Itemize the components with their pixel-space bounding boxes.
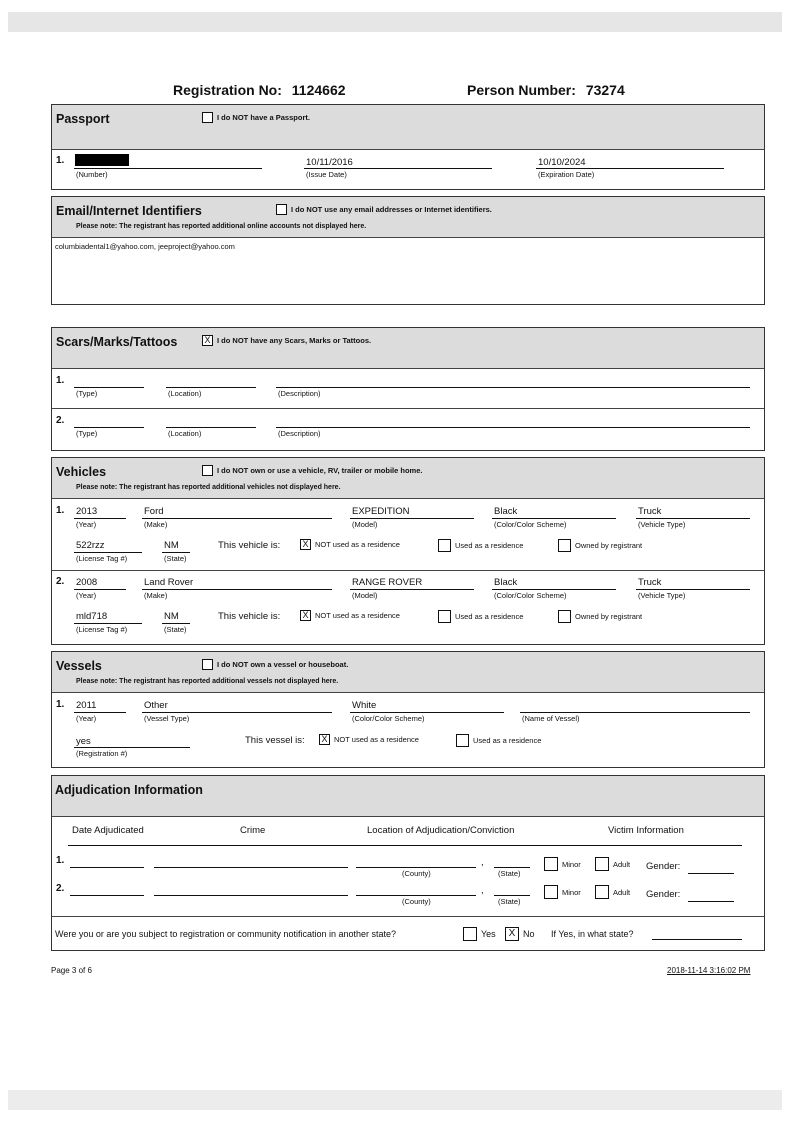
- smt-row1-type-cap: (Type): [76, 389, 98, 398]
- vehicle1-owned-checkbox[interactable]: [558, 539, 571, 552]
- adj-col-date: Date Adjudicated: [72, 825, 144, 836]
- vessels-header: [52, 652, 764, 693]
- vehicle2-type-line: [636, 589, 750, 590]
- vehicle1-make-cap: (Make): [144, 520, 168, 529]
- adj-row2-adult-label: Adult: [613, 887, 631, 897]
- vehicle2-model: RANGE ROVER: [352, 577, 423, 588]
- vehicles-section: [51, 457, 765, 645]
- email-note: Please note: The registrant has reported additional online accounts not displayed here.: [76, 223, 367, 230]
- smt-row1-type-line: [74, 387, 144, 388]
- exp-date-line: [536, 168, 724, 169]
- other-state-question: Were you or are you subject to registration or community notification in another state?: [55, 929, 397, 939]
- vessel1-this-is: This vessel is:: [245, 735, 305, 746]
- vessels-note: Please note: The registrant has reported additional vessels not displayed here.: [76, 678, 339, 685]
- vehicle1-state-line: [162, 552, 190, 553]
- vehicle2-num: 2.: [56, 576, 65, 587]
- vehicle1-model: EXPEDITION: [352, 506, 410, 517]
- adj-row2-county-cap: (County): [402, 897, 431, 906]
- adj-row1-date-line: [70, 867, 144, 868]
- vessels-none-checkbox[interactable]: [202, 659, 213, 670]
- vessel1-name-line: [520, 712, 750, 713]
- vehicle2-color-cap: (Color/Color Scheme): [494, 591, 567, 600]
- vessel1-reg: yes: [76, 736, 91, 747]
- vehicle2-owned-label: Owned by registrant: [575, 612, 643, 621]
- vehicle1-not-res-checkbox[interactable]: X: [300, 539, 311, 550]
- adj-row1-county-line: [356, 867, 476, 868]
- vehicle1-tag-line: [74, 552, 142, 553]
- smt-none-label: I do NOT have any Scars, Marks or Tattoos.: [217, 336, 372, 345]
- passport-exp-cap: (Expiration Date): [538, 170, 595, 179]
- vessel1-used-res-checkbox[interactable]: [456, 734, 469, 747]
- passport-title: Passport: [56, 112, 110, 126]
- adj-row1-gender-label: Gender:: [646, 861, 681, 872]
- registration-number: 1124662: [291, 82, 346, 98]
- vessel1-not-res-label: NOT used as a residence: [334, 735, 419, 744]
- adj-row2-minor-checkbox[interactable]: [544, 885, 558, 899]
- vessels-none-option: [202, 659, 348, 670]
- vehicles-note: Please note: The registrant has reported additional vehicles not displayed here.: [76, 484, 341, 491]
- vehicle1-model-line: [350, 518, 474, 519]
- adj-row2-minor-option: [544, 885, 581, 899]
- vehicle1-year-line: [74, 518, 126, 519]
- vessel1-color-cap: (Color/Color Scheme): [352, 714, 425, 723]
- passport-exp-date: 10/10/2024: [538, 157, 586, 168]
- vehicles-none-option: [202, 465, 422, 476]
- vehicle1-type-cap: (Vehicle Type): [638, 520, 686, 529]
- adj-row1-county-cap: (County): [402, 869, 431, 878]
- email-none-label: I do NOT use any email addresses or Internet identifiers.: [291, 205, 492, 214]
- smt-title: Scars/Marks/Tattoos: [56, 335, 178, 349]
- vehicle-row-separator: [52, 570, 764, 571]
- vessel1-num: 1.: [56, 699, 65, 710]
- vessel1-color: White: [352, 700, 377, 711]
- smt-row1-desc-cap: (Description): [278, 389, 321, 398]
- vehicle2-color: Black: [494, 577, 518, 588]
- smt-row-separator: [52, 408, 764, 409]
- vessel1-type-line: [142, 712, 332, 713]
- vehicle1-used-res-checkbox[interactable]: [438, 539, 451, 552]
- email-value: columbiadental1@yahoo.com, jeeproject@yahoo.com: [55, 242, 235, 251]
- adj-row2-county-line: [356, 895, 476, 896]
- redaction-block: [75, 154, 129, 166]
- smt-header: [52, 328, 764, 369]
- issue-date-line: [304, 168, 492, 169]
- adj-row1-num: 1.: [56, 855, 65, 866]
- other-state-yes-label: Yes: [481, 929, 496, 939]
- smt-row2-type-cap: (Type): [76, 429, 98, 438]
- smt-row2-desc-cap: (Description): [278, 429, 321, 438]
- vehicle2-model-line: [350, 589, 474, 590]
- smt-row2-loc-cap: (Location): [168, 429, 202, 438]
- passport-number-line: [74, 168, 262, 169]
- adj-row1-minor-label: Minor: [562, 859, 581, 869]
- vehicle1-year: 2013: [76, 506, 98, 517]
- vehicle2-state-cap: (State): [164, 625, 187, 634]
- adj-row2-adult-checkbox[interactable]: [595, 885, 609, 899]
- vessels-title: Vessels: [56, 659, 102, 673]
- other-state-no-option: [505, 927, 535, 941]
- adj-row1-minor-checkbox[interactable]: [544, 857, 558, 871]
- adjudication-title: Adjudication Information: [55, 783, 203, 797]
- registration-label: Registration No:: [173, 82, 282, 98]
- vehicle2-year-line: [74, 589, 126, 590]
- passport-header: [52, 105, 764, 150]
- vehicles-header: [52, 458, 764, 499]
- vessel1-reg-cap: (Registration #): [76, 749, 128, 758]
- vessel1-year: 2011: [76, 700, 97, 711]
- vehicle1-owned-option: [558, 539, 642, 552]
- vehicle1-used-res-label: Used as a residence: [455, 541, 524, 550]
- vehicle2-year: 2008: [76, 577, 98, 588]
- vehicle2-model-cap: (Model): [352, 591, 378, 600]
- vehicle1-make: Ford: [144, 506, 164, 517]
- vehicles-none-label: I do NOT own or use a vehicle, RV, trailer or mobile home.: [217, 466, 423, 475]
- vehicle2-make: Land Rover: [144, 577, 194, 588]
- adj-col-victim: Victim Information: [608, 825, 684, 836]
- smt-row2-loc-line: [166, 427, 256, 428]
- adj-row1-crime-line: [154, 867, 348, 868]
- passport-issue-cap: (Issue Date): [306, 170, 347, 179]
- vessel1-used-res-label: Used as a residence: [473, 736, 542, 745]
- smt-row2-num: 2.: [56, 415, 65, 426]
- other-state-no-checkbox[interactable]: X: [505, 927, 519, 941]
- vehicle1-color-line: [492, 518, 616, 519]
- vehicle1-tag: 522rzz: [76, 540, 105, 551]
- vehicle1-type: Truck: [638, 506, 662, 517]
- vessel1-reg-line: [74, 747, 190, 748]
- vehicle2-state: NM: [164, 611, 179, 622]
- vehicle2-make-cap: (Make): [144, 591, 168, 600]
- vessel1-type-cap: (Vessel Type): [144, 714, 190, 723]
- smt-none-option: [202, 335, 371, 346]
- vessel1-color-line: [350, 712, 504, 713]
- email-none-checkbox[interactable]: [276, 204, 287, 215]
- vehicle1-used-res-option: [438, 539, 523, 552]
- scan-bottom-bar: [8, 1090, 782, 1110]
- smt-row2-desc-line: [276, 427, 750, 428]
- registration-header: [173, 82, 346, 98]
- vehicle2-owned-checkbox[interactable]: [558, 610, 571, 623]
- adj-row2-gender-label: Gender:: [646, 889, 681, 900]
- vehicle2-not-res-option: [300, 610, 400, 621]
- if-yes-label: If Yes, in what state?: [551, 929, 634, 939]
- vehicle1-state: NM: [164, 540, 179, 551]
- email-title: Email/Internet Identifiers: [56, 204, 202, 218]
- email-none-option: [276, 204, 492, 215]
- person-header: [467, 82, 625, 98]
- smt-row1-loc-line: [166, 387, 256, 388]
- vehicle1-this-is: This vehicle is:: [218, 540, 281, 551]
- vehicle1-not-res-label: NOT used as a residence: [315, 540, 400, 549]
- vehicle2-used-res-option: [438, 610, 523, 623]
- adj-row2-state-cap: (State): [498, 897, 521, 906]
- adj-col-crime: Crime: [240, 825, 266, 836]
- vehicle2-not-res-checkbox[interactable]: X: [300, 610, 311, 621]
- vehicle1-not-res-option: [300, 539, 400, 550]
- vehicle1-type-line: [636, 518, 750, 519]
- adj-row2-comma: ,: [481, 885, 484, 896]
- person-label: Person Number:: [467, 82, 576, 98]
- if-yes-line: [652, 939, 742, 940]
- vessel1-year-cap: (Year): [76, 714, 97, 723]
- vehicle1-num: 1.: [56, 505, 65, 516]
- vehicle1-color-cap: (Color/Color Scheme): [494, 520, 567, 529]
- print-timestamp: 2018-11-14 3:16:02 PM: [667, 966, 751, 975]
- smt-none-checkbox[interactable]: X: [202, 335, 213, 346]
- vehicles-none-checkbox[interactable]: [202, 465, 213, 476]
- vehicle2-type: Truck: [638, 577, 662, 588]
- vehicle2-not-res-label: NOT used as a residence: [315, 611, 400, 620]
- vehicle2-tag-cap: (License Tag #): [76, 625, 128, 634]
- vehicle2-color-line: [492, 589, 616, 590]
- person-number: 73274: [585, 82, 625, 98]
- other-state-yes-checkbox[interactable]: [463, 927, 477, 941]
- vehicle1-make-line: [142, 518, 332, 519]
- vehicle1-state-cap: (State): [164, 554, 187, 563]
- vehicle1-owned-label: Owned by registrant: [575, 541, 643, 550]
- passport-none-label: I do NOT have a Passport.: [217, 113, 310, 122]
- other-state-no-label: No: [523, 929, 535, 939]
- adj-question-separator: [52, 916, 764, 917]
- adjudication-header: [52, 776, 764, 817]
- smt-row1-loc-cap: (Location): [168, 389, 202, 398]
- vehicle1-color: Black: [494, 506, 518, 517]
- adj-row1-comma: ,: [481, 857, 484, 868]
- vehicle1-year-cap: (Year): [76, 520, 97, 529]
- vessel1-not-res-option: [319, 734, 419, 745]
- vehicle2-this-is: This vehicle is:: [218, 611, 281, 622]
- adj-row2-date-line: [70, 895, 144, 896]
- email-section: [51, 196, 765, 305]
- other-state-yes-option: [463, 927, 496, 941]
- page-number: Page 3 of 6: [51, 966, 92, 975]
- smt-row1-num: 1.: [56, 375, 65, 386]
- smt-row1-desc-line: [276, 387, 750, 388]
- vessel1-type: Other: [144, 700, 168, 711]
- vehicle2-state-line: [162, 623, 190, 624]
- adj-row2-state-line: [494, 895, 530, 896]
- adj-row1-adult-label: Adult: [613, 859, 631, 869]
- adj-row1-state-line: [494, 867, 530, 868]
- passport-issue-date: 10/11/2016: [306, 157, 353, 168]
- vehicle2-owned-option: [558, 610, 642, 623]
- vehicle1-tag-cap: (License Tag #): [76, 554, 128, 563]
- adj-row2-minor-label: Minor: [562, 887, 581, 897]
- adj-row2-gender-line: [688, 901, 734, 902]
- adjudication-section: [51, 775, 765, 951]
- adj-col-location: Location of Adjudication/Conviction: [367, 825, 515, 836]
- passport-none-checkbox[interactable]: [202, 112, 213, 123]
- email-header: [52, 197, 764, 238]
- vehicles-title: Vehicles: [56, 465, 107, 479]
- adj-row2-crime-line: [154, 895, 348, 896]
- adj-row2-num: 2.: [56, 883, 65, 894]
- vessels-none-label: I do NOT own a vessel or houseboat.: [217, 660, 349, 669]
- smt-row2-type-line: [74, 427, 144, 428]
- vehicle2-used-res-label: Used as a residence: [455, 612, 524, 621]
- smt-section: [51, 327, 765, 451]
- adj-row1-adult-checkbox[interactable]: [595, 857, 609, 871]
- vehicle2-make-line: [142, 589, 332, 590]
- vehicle2-tag: mld718: [76, 611, 108, 622]
- vehicle2-used-res-checkbox[interactable]: [438, 610, 451, 623]
- vessel1-not-res-checkbox[interactable]: X: [319, 734, 330, 745]
- vessel1-year-line: [74, 712, 126, 713]
- adj-row2-adult-option: [595, 885, 630, 899]
- vessel1-used-res-option: [456, 734, 541, 747]
- adj-col-rule: [68, 845, 742, 846]
- vehicle1-model-cap: (Model): [352, 520, 378, 529]
- scan-top-bar: [8, 12, 782, 32]
- passport-number-cap: (Number): [76, 170, 108, 179]
- passport-entry-num: 1.: [56, 155, 65, 166]
- vehicle2-tag-line: [74, 623, 142, 624]
- passport-none-option: [202, 112, 310, 123]
- vehicle2-type-cap: (Vehicle Type): [638, 591, 686, 600]
- passport-section: [51, 104, 765, 190]
- adj-row1-minor-option: [544, 857, 581, 871]
- vehicle2-year-cap: (Year): [76, 591, 97, 600]
- adj-row1-adult-option: [595, 857, 630, 871]
- adj-row1-gender-line: [688, 873, 734, 874]
- vessel1-name-cap: (Name of Vessel): [522, 714, 580, 723]
- vessels-section: [51, 651, 765, 768]
- adj-row1-state-cap: (State): [498, 869, 521, 878]
